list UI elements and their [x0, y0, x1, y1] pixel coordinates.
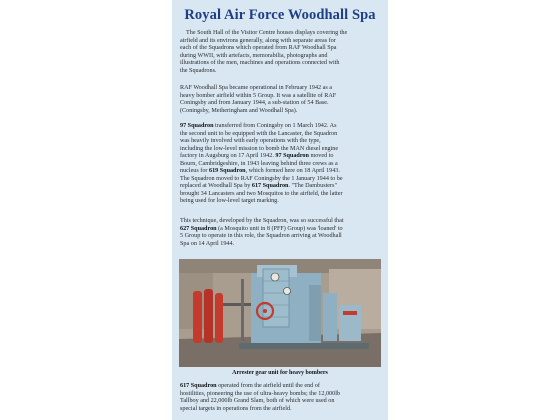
squadron-name: 617 Squadron — [180, 383, 217, 389]
paragraph-text: , which formed here on 18 April 1943. The Squadron moved to RAF Coningsby the 1 January 1944 to be replaced at Woodhall Spa by — [180, 168, 343, 190]
paragraph-text: . "The Dambusters" brought 34 Lancasters and two Mosquitos to the airfield, the latter being used for low-level target marking. — [180, 183, 343, 205]
photo-caption: Arrester gear unit for heavy bombers — [232, 370, 328, 376]
paragraph-text: moved to Bourn, Cambridgeshire, in 1943 leaving behind three crews as a nucleus for — [180, 153, 338, 175]
page-title: Royal Air Force Woodhall Spa — [184, 7, 376, 23]
paragraph-627-squadron — [180, 218, 380, 248]
brochure-page — [172, 0, 388, 420]
paragraph-text: (a Mosquito unit in 8 (PFF) Group) was 'loaned' to 5 Group to operate in this role, the Squadron arriving at Woodhall Spa on 14 April 1944. — [180, 225, 343, 247]
paragraph-visitor-centre: The South Hall of the Visitor Centre houses displays covering the airfield and its environs generally, along with separate areas for each of the Squadrons which operated from RAF Woodhall Spa during WWII, with artefacts, memorabilia, photographs and illustrations of the men, machines and operations connected with the Squadrons. — [180, 30, 348, 74]
squadron-name: 627 Squadron — [180, 225, 217, 232]
paragraph-617-squadron — [180, 383, 380, 413]
arrester-gear-photo — [179, 259, 381, 367]
paragraph-text: This technique, developed by the Squadron, was so successful that — [180, 218, 344, 224]
squadron-name: 97 Squadron — [180, 123, 214, 129]
squadron-name: 617 Squadron — [251, 183, 289, 190]
squadron-name: 97 Squadron — [275, 153, 309, 160]
paragraph-operational: RAF Woodhall Spa became operational in February 1942 as a heavy bomber airfield within 5 Group. It was a satellite of RAF Coningsby and from January 1944, a sub-station of 54 Base. (Coningsby, Metheringham and Woodhall Spa). — [180, 85, 337, 114]
paragraph-text: transferred from Coningsby on 1 March 1942. As the second unit to be equipped with the Lancaster, the Squadron was heavily involved with early operations with the type, including the low-level mission to bomb the MAN diesel engine factory in Augsburg on 17 April 1942. — [180, 123, 339, 160]
squadron-name: 619 Squadron — [209, 168, 246, 175]
arrester-gear-illustration — [179, 259, 381, 367]
paragraph-text: operated from the airfield until the end of hostilities, pioneering the use of ultra-heavy bombs; the 12,000lb Tallboy and 22,000lb Grand Slam, both of which were used on special targets in operations from the airfield. — [180, 383, 340, 412]
paragraph-97-squadron — [180, 123, 380, 206]
